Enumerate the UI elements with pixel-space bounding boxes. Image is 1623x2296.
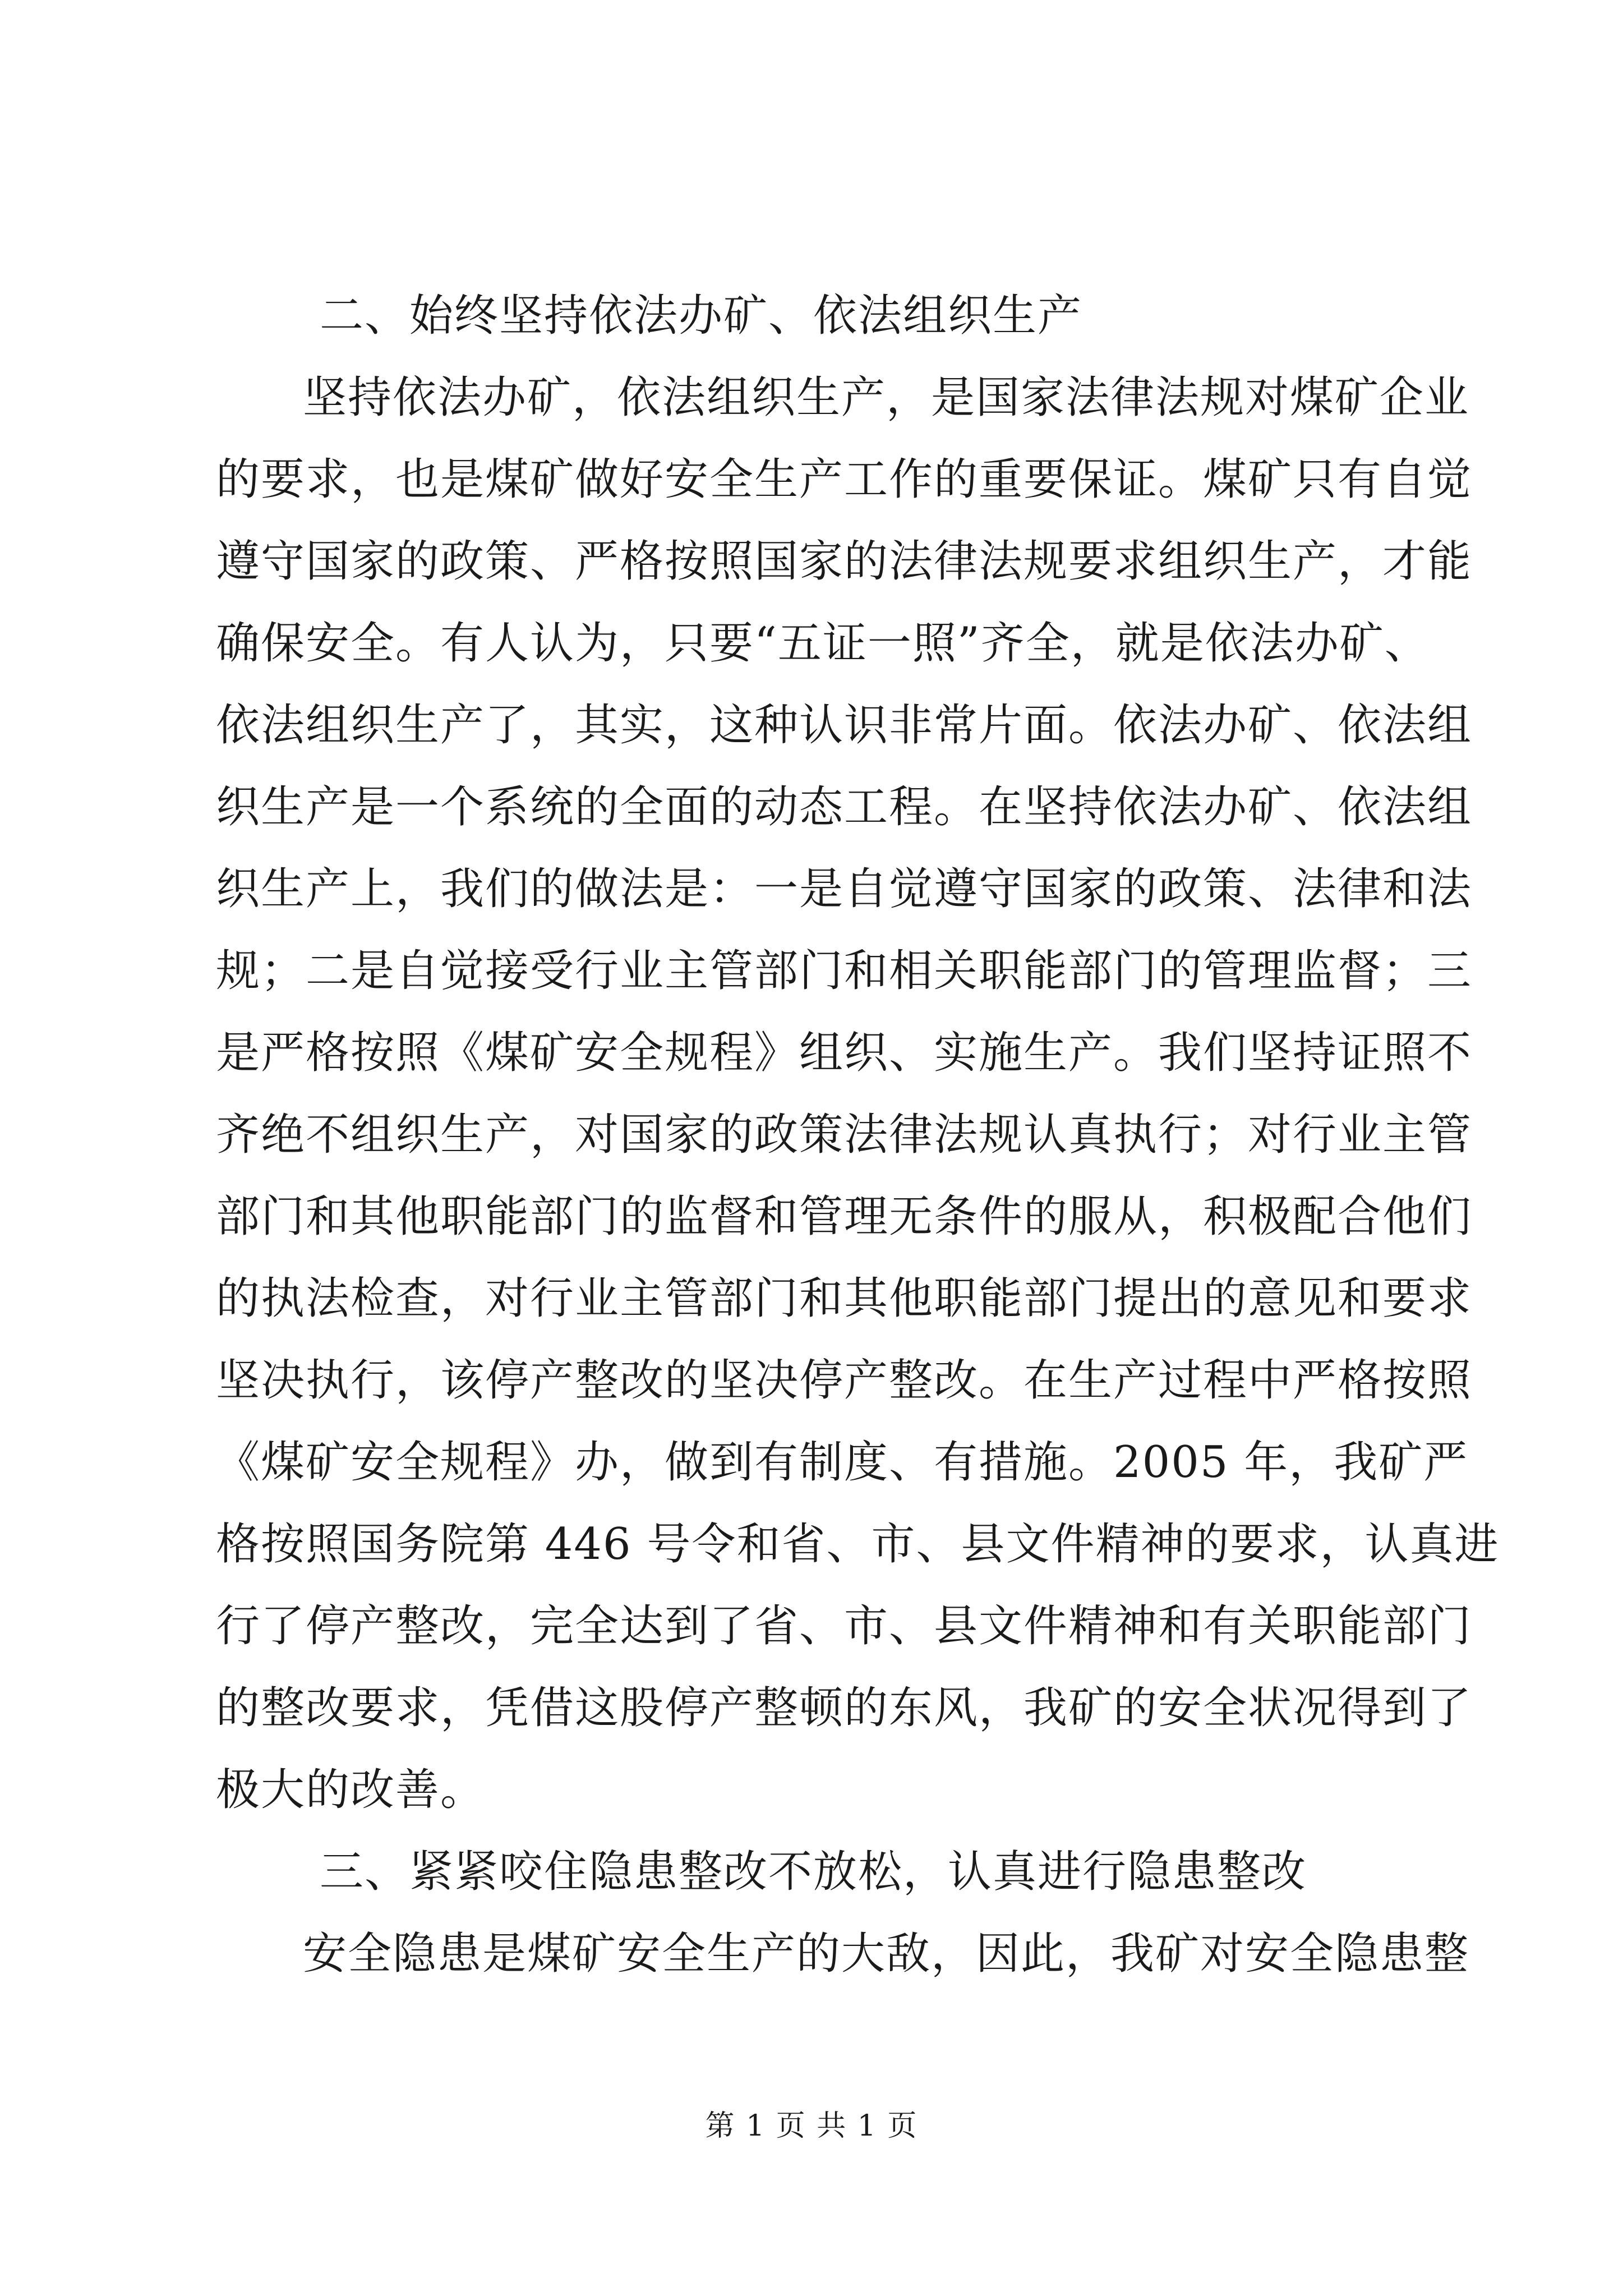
- paragraph-line: 确保安全。有人认为，只要“五证一照”齐全，就是依法办矿、: [216, 618, 1430, 669]
- section-heading-2: 二、始终坚持依法办矿、依法组织生产: [320, 291, 1083, 341]
- paragraph-line: 坚决执行，该停产整改的坚决停产整改。在生产过程中严格按照: [216, 1355, 1473, 1406]
- paragraph-line: 坚持依法办矿，依法组织生产，是国家法律法规对煤矿企业: [303, 372, 1470, 423]
- paragraph-line: 安全隐患是煤矿安全生产的大敌，因此，我矿对安全隐患整: [303, 1929, 1470, 1979]
- paragraph-line: 是严格按照《煤矿安全规程》组织、实施生产。我们坚持证照不: [216, 1028, 1473, 1078]
- paragraph-line: 的执法检查，对行业主管部门和其他职能部门提出的意见和要求: [216, 1273, 1473, 1324]
- paragraph-line: 遵守国家的政策、严格按照国家的法律法规要求组织生产，才能: [216, 536, 1473, 587]
- paragraph-line: 织生产是一个系统的全面的动态工程。在坚持依法办矿、依法组: [216, 782, 1473, 832]
- paragraph-line: 部门和其他职能部门的监督和管理无条件的服从，积极配合他们: [216, 1191, 1473, 1242]
- page-footer: [0, 2106, 1623, 2146]
- section-heading-3: 三、紧紧咬住隐患整改不放松，认真进行隐患整改: [320, 1847, 1307, 1897]
- paragraph-line: 规；二是自觉接受行业主管部门和相关职能部门的管理监督；三: [216, 946, 1473, 996]
- paragraph-line: 的要求，也是煤矿做好安全生产工作的重要保证。煤矿只有自觉: [216, 454, 1473, 505]
- document-body: [216, 275, 1500, 1995]
- paragraph-line: 依法组织生产了，其实，这种认识非常片面。依法办矿、依法组: [216, 700, 1473, 751]
- paragraph-line: 的整改要求，凭借这股停产整顿的东风，我矿的安全状况得到了: [216, 1683, 1473, 1733]
- paragraph-line: 齐绝不组织生产，对国家的政策法律法规认真执行；对行业主管: [216, 1110, 1473, 1160]
- paragraph-line: 行了停产整改，完全达到了省、市、县文件精神和有关职能部门: [216, 1601, 1473, 1651]
- page-number-label: 第 1 页 共 1 页: [705, 2109, 918, 2143]
- paragraph-line: 格按照国务院第 446 号令和省、市、县文件精神的要求，认真进: [216, 1519, 1500, 1570]
- paragraph-line: 织生产上，我们的做法是：一是自觉遵守国家的政策、法律和法: [216, 864, 1473, 914]
- paragraph-line: 极大的改善。: [216, 1765, 486, 1815]
- paragraph-line: 《煤矿安全规程》办，做到有制度、有措施。2005 年，我矿严: [216, 1437, 1469, 1488]
